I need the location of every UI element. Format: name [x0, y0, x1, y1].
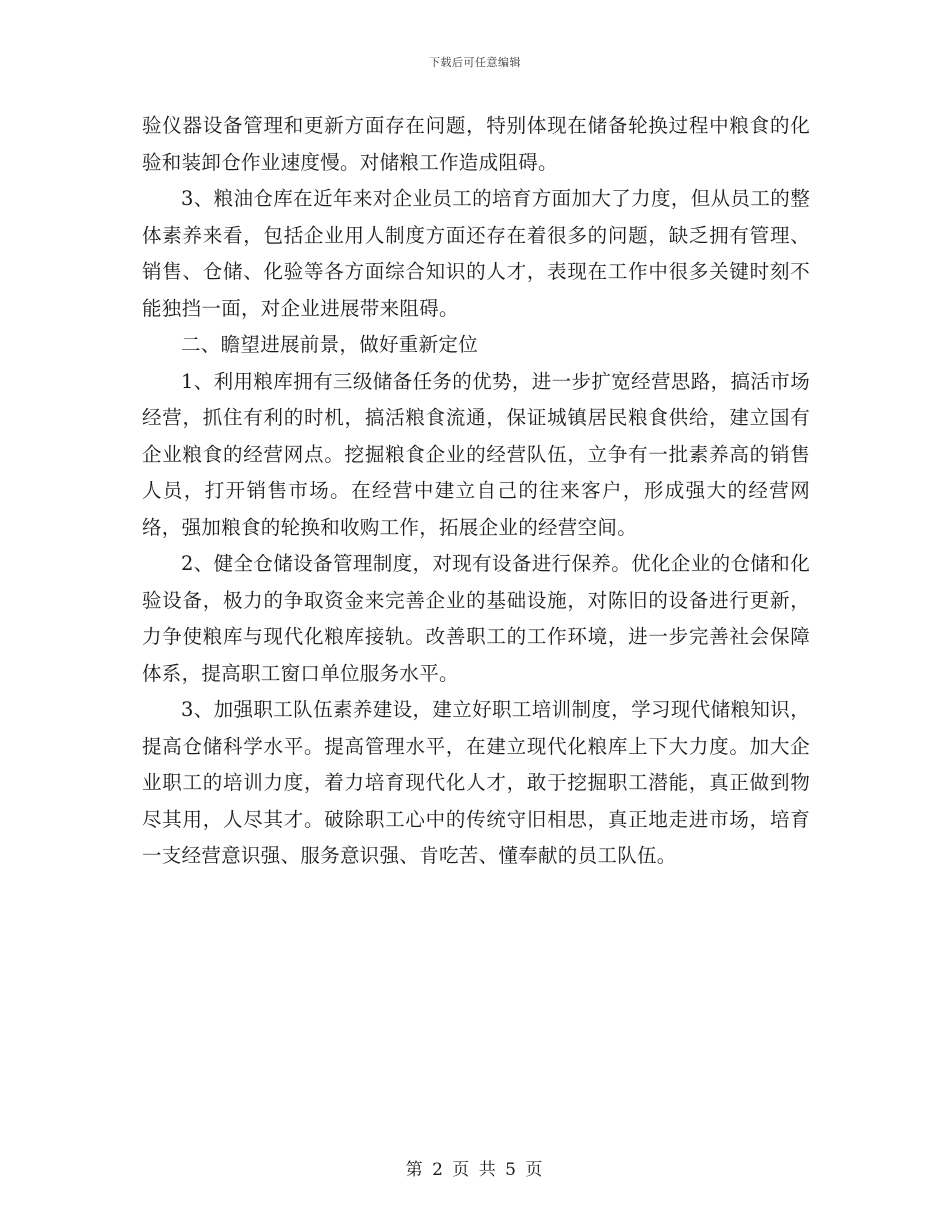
page-footer: 第 2 页 共 5 页 [405, 1160, 545, 1180]
page-header: 下载后可任意编辑 [429, 56, 521, 69]
paragraph-4: 2、健全仓储设备管理制度，对现有设备进行保养。优化企业的仓储和化验设备，极力的争取资金来完善企业的基础设施，对陈旧的设备进行更新，力争使粮库与现代化粮库接轨。改善职工的工作环境，进一步完善社会保障体系，提高职工窗口单位服务水平。 [142, 552, 810, 685]
document-body [142, 108, 810, 875]
section-heading: 二、瞻望进展前景，做好重新定位 [181, 333, 479, 356]
paragraph-2: 3、粮油仓库在近年来对企业员工的培育方面加大了力度，但从员工的整体素养来看，包括企业用人制度方面还存在着很多的问题，缺乏拥有管理、销售、仓储、化验等各方面综合知识的人才，表现在工作中很多关键时刻不能独挡一面，对企业进展带来阻碍。 [142, 187, 810, 320]
paragraph-1: 验仪器设备管理和更新方面存在问题，特别体现在储备轮换过程中粮食的化验和装卸仓作业速度慢。对储粮工作造成阻碍。 [142, 114, 810, 174]
paragraph-5: 3、加强职工队伍素养建设，建立好职工培训制度，学习现代储粮知识，提高仓储科学水平。提高管理水平，在建立现代化粮库上下大力度。加大企业职工的培训力度，着力培育现代化人才，敢于挖掘职工潜能，真正做到物尽其用，人尽其才。破除职工心中的传统守旧相思，真正地走进市场，培育一支经营意识强、服务意识强、肯吃苦、懂奉献的员工队伍。 [142, 698, 810, 867]
paragraph-3: 1、利用粮库拥有三级储备任务的优势，进一步扩宽经营思路，搞活市场经营，抓住有利的时机，搞活粮食流通，保证城镇居民粮食供给，建立国有企业粮食的经营网点。挖掘粮食企业的经营队伍，立争有一批素养高的销售人员，打开销售市场。在经营中建立自己的往来客户，形成强大的经营网络，强加粮食的轮换和收购工作，拓展企业的经营空间。 [142, 369, 810, 539]
